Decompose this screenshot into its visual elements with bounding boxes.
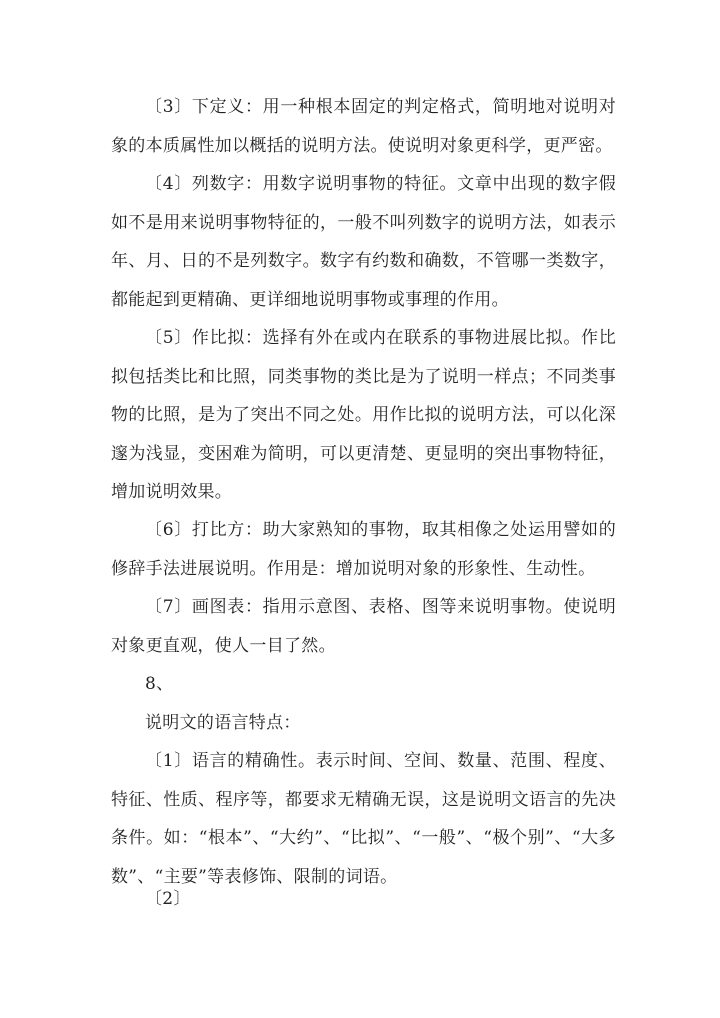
paragraph-definition: 〔3〕下定义：用一种根本固定的判定格式，简明地对说明对象的本质属性加以概括的说明方法。使说明对象更科学，更严密。: [111, 97, 616, 156]
section-number: 8、: [145, 674, 174, 694]
paragraph-analogy: 〔6〕打比方：助大家熟知的事物，取其相像之处运用譬如的修辞手法进展说明。作用是：增加说明对象的形象性、生动性。: [111, 520, 616, 579]
paragraph-comparison: 〔5〕作比拟：选择有外在或内在联系的事物进展比拟。作比拟包括类比和比照，同类事物的类比是为了说明一样点；不同类事物的比照，是为了突出不同之处。用作比拟的说明方法，可以化深邃为浅显，变困难为简明，可以更清楚、更显明的突出事物特征，增加说明效果。: [111, 328, 616, 502]
paragraph-numbers: 〔4〕列数字：用数字说明事物的特征。文章中出现的数字假如不是用来说明事物特征的，一般不叫列数字的说明方法，如表示年、月、日的不是列数字。数字有约数和确数，不管哪一类数字，都能起到更精确、更详细地说明事物或事理的作用。: [111, 174, 616, 310]
paragraph-language-accuracy: 〔1〕语言的精确性。表示时间、空间、数量、范围、程度、特征、性质、程序等，都要求无精确无误，这是说明文语言的先决条件。如：“根本”、“大约”、“比拟”、“一般”、“极个别”、“大多数”、“主要”等表修饰、限制的词语。: [111, 751, 616, 887]
paragraph-charts: 〔7〕画图表：指用示意图、表格、图等来说明事物。使说明对象更直观，使人一目了然。: [111, 597, 616, 656]
paragraph-item-2: 〔2〕: [145, 889, 191, 909]
section-heading: 说明文的语言特点：: [145, 713, 301, 733]
